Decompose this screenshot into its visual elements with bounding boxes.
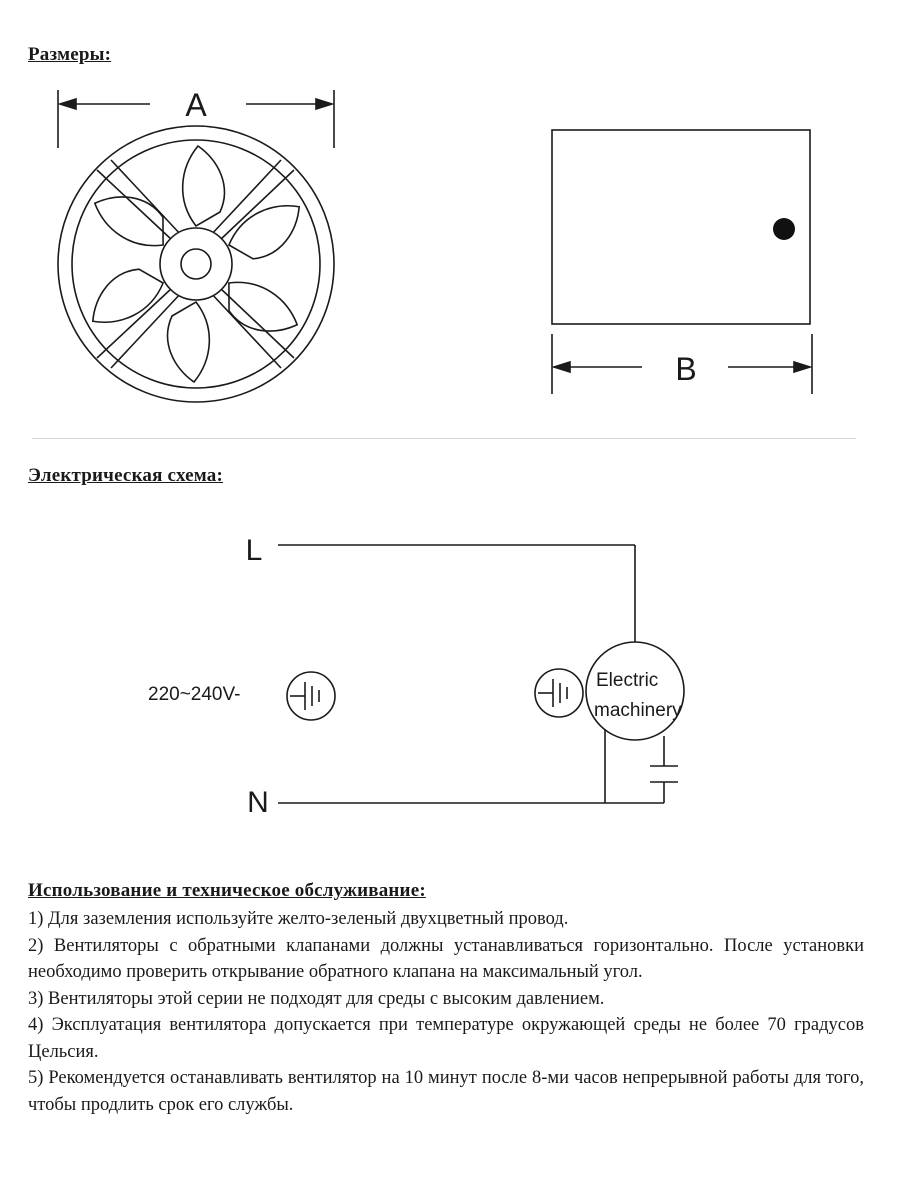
ground-symbol-right-icon (535, 669, 583, 717)
usage-item: 5) Рекомендуется останавливать вентилятор на 10 минут после 8-ми часов непрерывной работы для того, чтобы продлить срок его службы. (28, 1068, 864, 1115)
dimensions-heading: Размеры: (28, 44, 112, 65)
neutral-terminal-label: N (247, 786, 269, 819)
ground-symbol-left-icon (287, 672, 335, 720)
dimension-a-label: A (185, 87, 207, 123)
motor-label-line2: machinery (594, 700, 682, 721)
usage-item: 2) Вентиляторы с обратными клапанами должны устанавливаться горизонтально. После установки необходимо проверить открывание обратного клапана на максимальный угол. (28, 935, 864, 982)
motor-label-line1: Electric (596, 670, 659, 691)
schema-heading: Электрическая схема: (28, 465, 224, 486)
usage-list (28, 906, 864, 1118)
usage-item: 3) Вентиляторы этой серии не подходят для среды с высоким давлением. (28, 988, 605, 1009)
line-terminal-label: L (245, 534, 263, 567)
usage-item: 1) Для заземления используйте желто-зеленый двухцветный провод. (28, 909, 569, 929)
usage-item: 4) Эксплуатация вентилятора допускается при температуре окружающей среды не более 70 градусов Цельсия. (28, 1015, 864, 1062)
dimension-b-label: B (675, 351, 697, 387)
usage-heading: Использование и техническое обслуживание: (28, 880, 426, 901)
motor-symbol (586, 642, 684, 740)
voltage-label: 220~240V- (148, 684, 241, 705)
